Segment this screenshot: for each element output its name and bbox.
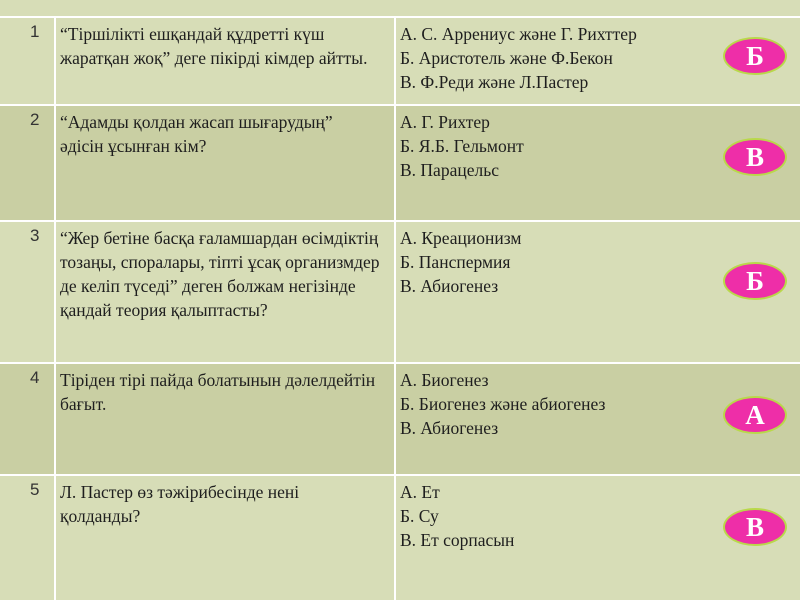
correct-answer-badge: В bbox=[723, 508, 787, 546]
answer-option-b: Б. Я.Б. Гельмонт bbox=[400, 136, 524, 156]
question-text: Л. Пастер өз тәжірибесінде нені қолданды? bbox=[60, 482, 300, 526]
correct-answer-badge: Б bbox=[723, 262, 787, 300]
row-divider bbox=[0, 104, 800, 106]
question-text: “Тіршілікті ешқандай құдретті күш жаратқан жоқ” деге пікірді кімдер айтты. bbox=[60, 24, 368, 68]
row-divider bbox=[0, 362, 800, 364]
answer-options bbox=[400, 368, 720, 440]
table-row bbox=[0, 222, 800, 362]
answer-option-a: А. Креационизм bbox=[400, 228, 522, 248]
answer-option-a: А. Биогенез bbox=[400, 370, 489, 390]
question-text: “Адамды қолдан жасап шығарудың” әдісін ұсынған кім? bbox=[60, 112, 333, 156]
answer-options bbox=[400, 226, 720, 298]
correct-answer-badge: А bbox=[723, 396, 787, 434]
table-row bbox=[0, 476, 800, 600]
answer-option-c: В. Ет сорпасын bbox=[400, 530, 515, 550]
answer-option-c: В. Парацельс bbox=[400, 160, 499, 180]
answer-option-b: Б. Биогенез және абиогенез bbox=[400, 394, 606, 414]
correct-answer-badge: В bbox=[723, 138, 787, 176]
answer-option-c: В. Ф.Реди және Л.Пастер bbox=[400, 72, 589, 92]
answer-option-a: А. Г. Рихтер bbox=[400, 112, 490, 132]
answer-options bbox=[400, 110, 720, 182]
answer-options bbox=[400, 22, 720, 94]
answer-option-a: А. Ет bbox=[400, 482, 440, 502]
answer-option-c: В. Абиогенез bbox=[400, 276, 499, 296]
row-number: 3 bbox=[30, 226, 40, 245]
answer-option-b: Б. Аристотель және Ф.Бекон bbox=[400, 48, 613, 68]
column-divider bbox=[394, 16, 396, 600]
table-row bbox=[0, 364, 800, 474]
answer-option-c: В. Абиогенез bbox=[400, 418, 499, 438]
row-divider bbox=[0, 220, 800, 222]
row-number: 1 bbox=[30, 22, 40, 41]
answer-option-b: Б. Су bbox=[400, 506, 439, 526]
question-text: Тіріден тірі пайда болатынын дәлелдейтін бағыт. bbox=[60, 370, 376, 414]
answer-option-b: Б. Панспермия bbox=[400, 252, 511, 272]
row-number: 4 bbox=[30, 368, 40, 387]
answer-options bbox=[400, 480, 720, 552]
row-number: 5 bbox=[30, 480, 40, 499]
question-text: “Жер бетіне басқа ғаламшардан өсімдіктің тозаңы, споралары, тіпті ұсақ организмдер де келіп түседі” деген болжам негізінде қандай теория қалыптасты? bbox=[60, 228, 380, 320]
row-divider bbox=[0, 16, 800, 18]
correct-answer-badge: Б bbox=[723, 37, 787, 75]
table-row bbox=[0, 18, 800, 104]
column-divider bbox=[54, 16, 56, 600]
row-number: 2 bbox=[30, 110, 40, 129]
answer-option-a: А. С. Аррениус және Г. Рихттер bbox=[400, 24, 637, 44]
row-divider bbox=[0, 474, 800, 476]
table-row bbox=[0, 106, 800, 220]
